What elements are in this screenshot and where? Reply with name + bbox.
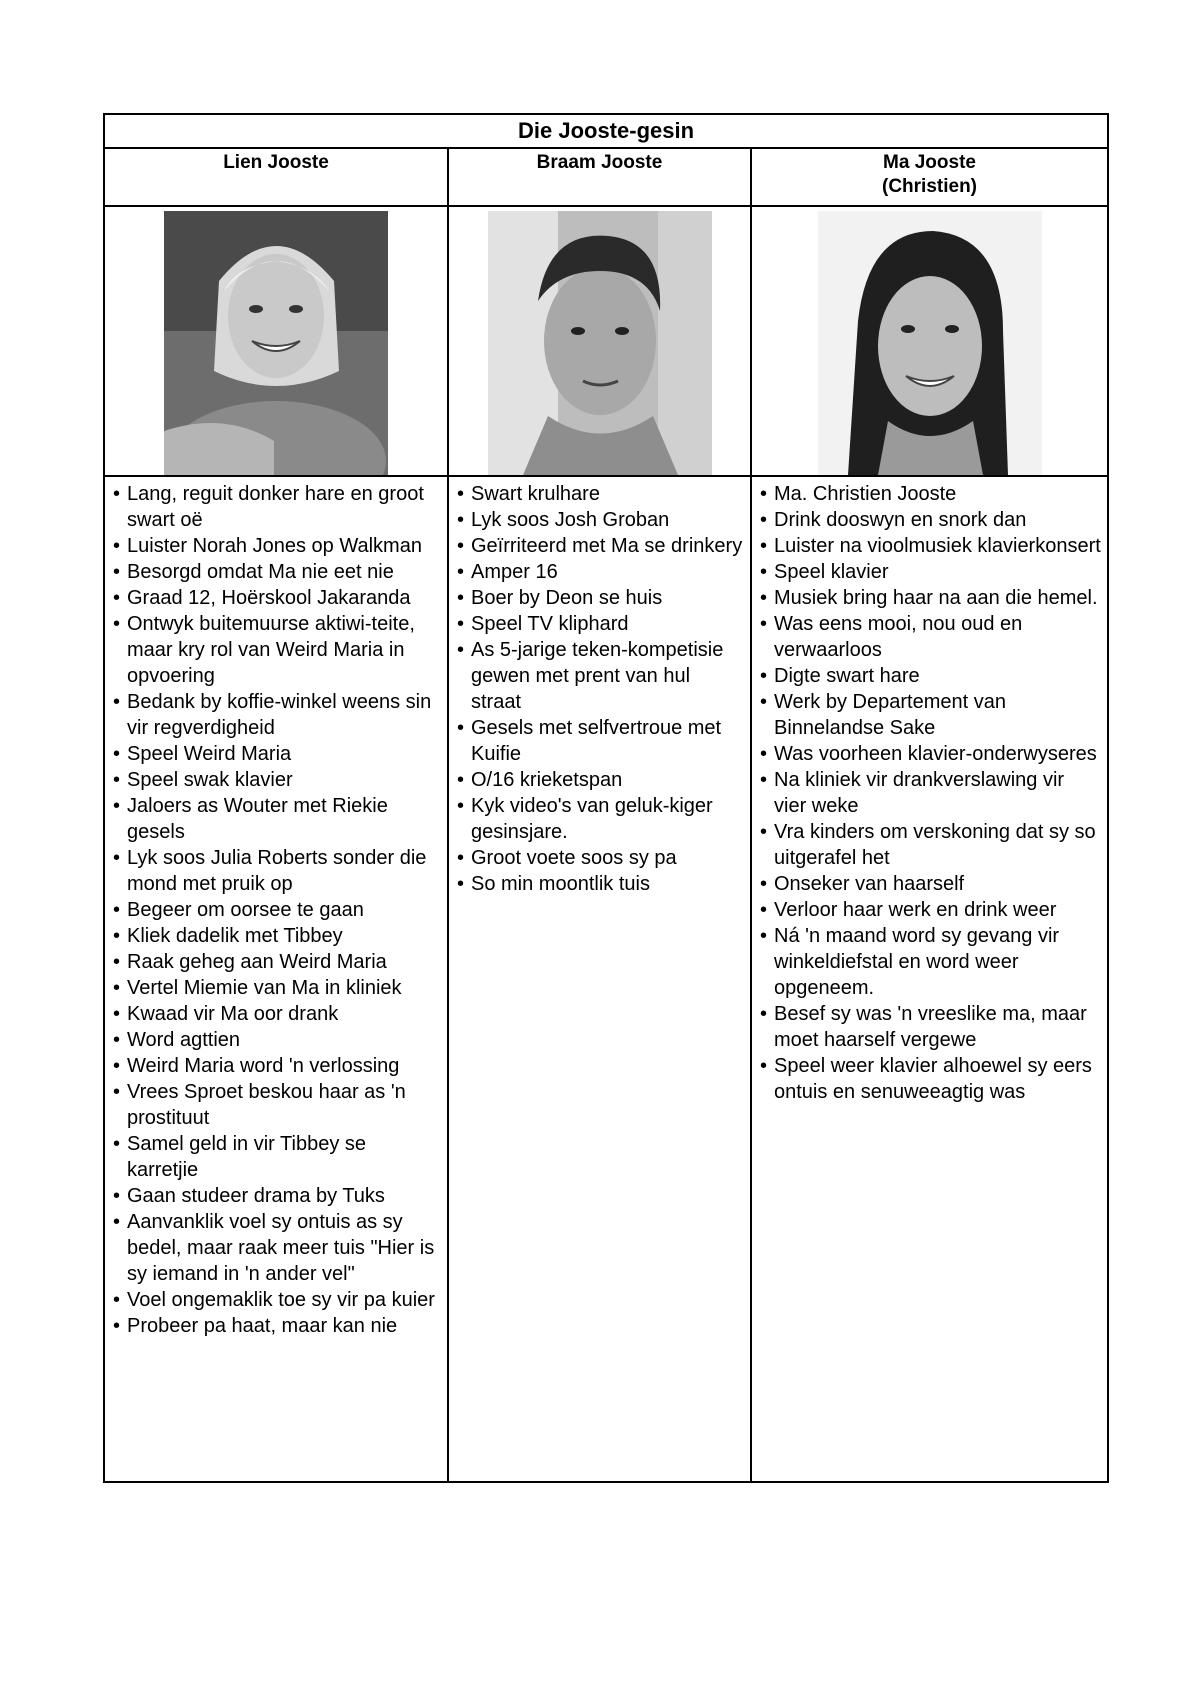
trait-item: • Speel swak klavier (113, 767, 441, 793)
trait-item: • Gesels met selfvertroue met Kuifie (457, 715, 744, 767)
trait-item: • Gaan studeer drama by Tuks (113, 1183, 441, 1209)
trait-item: • Was voorheen klavier-onderwyseres (760, 741, 1101, 767)
traits-list-ma (760, 481, 1101, 1105)
trait-item: • Groot voete soos sy pa (457, 845, 744, 871)
name-line-1: Ma Jooste (883, 152, 976, 173)
name-line-1: Lien Jooste (223, 152, 329, 173)
trait-item: • Werk by Departement van Binnelandse Sake (760, 689, 1101, 741)
name-header-lien (104, 148, 448, 206)
table-title: Die Jooste-gesin (104, 114, 1108, 148)
name-header-ma (751, 148, 1108, 206)
trait-item: • Kliek dadelik met Tibbey (113, 923, 441, 949)
traits-cell-braam (448, 476, 751, 1482)
trait-item: • O/16 krieketspan (457, 767, 744, 793)
traits-cell-ma (751, 476, 1108, 1482)
trait-item: • Vrees Sproet beskou haar as 'n prostituut (113, 1079, 441, 1131)
trait-item: • Ma. Christien Jooste (760, 481, 1101, 507)
trait-item: • Voel ongemaklik toe sy vir pa kuier (113, 1287, 441, 1313)
trait-item: • Kyk video's van geluk-kiger gesinsjare. (457, 793, 744, 845)
photo-cell-braam (448, 206, 751, 476)
traits-cell-lien (104, 476, 448, 1482)
trait-item: • Boer by Deon se huis (457, 585, 744, 611)
trait-item: • Onseker van haarself (760, 871, 1101, 897)
trait-item: • Samel geld in vir Tibbey se karretjie (113, 1131, 441, 1183)
trait-item: • Probeer pa haat, maar kan nie (113, 1313, 441, 1339)
trait-item: • Graad 12, Hoërskool Jakaranda (113, 585, 441, 611)
trait-item: • Speel Weird Maria (113, 741, 441, 767)
trait-item: • Swart krulhare (457, 481, 744, 507)
trait-item: • Bedank by koffie-winkel weens sin vir regverdigheid (113, 689, 441, 741)
trait-item: • Jaloers as Wouter met Riekie gesels (113, 793, 441, 845)
traits-list-braam (457, 481, 744, 897)
trait-item: • Musiek bring haar na aan die hemel. (760, 585, 1101, 611)
trait-item: • Besorgd omdat Ma nie eet nie (113, 559, 441, 585)
trait-item: • Raak geheg aan Weird Maria (113, 949, 441, 975)
trait-item: • Speel TV kliphard (457, 611, 744, 637)
trait-item: • Luister na vioolmusiek klavierkonsert (760, 533, 1101, 559)
trait-item: • Lyk soos Julia Roberts sonder die mond met pruik op (113, 845, 441, 897)
trait-item: • Lyk soos Josh Groban (457, 507, 744, 533)
family-table (103, 113, 1109, 1483)
photo-cell-lien (104, 206, 448, 476)
trait-item: • Verloor haar werk en drink weer (760, 897, 1101, 923)
braam-portrait-photo (488, 211, 712, 475)
trait-item: • Kwaad vir Ma oor drank (113, 1001, 441, 1027)
trait-item: • Drink dooswyn en snork dan (760, 507, 1101, 533)
trait-item: • Na kliniek vir drankverslawing vir vier weke (760, 767, 1101, 819)
trait-item: • So min moontlik tuis (457, 871, 744, 897)
trait-item: • Ná 'n maand word sy gevang vir winkeldiefstal en word weer opgeneem. (760, 923, 1101, 1001)
trait-item: • Amper 16 (457, 559, 744, 585)
trait-item: • Digte swart hare (760, 663, 1101, 689)
trait-item: • As 5-jarige teken-kompetisie gewen met prent van hul straat (457, 637, 744, 715)
name-header-braam (448, 148, 751, 206)
trait-item: • Lang, reguit donker hare en groot swart oë (113, 481, 441, 533)
ma-portrait-photo (818, 211, 1042, 475)
trait-item: • Vra kinders om verskoning dat sy so uitgerafel het (760, 819, 1101, 871)
trait-item: • Vertel Miemie van Ma in kliniek (113, 975, 441, 1001)
trait-item: • Weird Maria word 'n verlossing (113, 1053, 441, 1079)
trait-item: • Begeer om oorsee te gaan (113, 897, 441, 923)
photo-cell-ma (751, 206, 1108, 476)
trait-item: • Besef sy was 'n vreeslike ma, maar moet haarself vergewe (760, 1001, 1101, 1053)
trait-item: • Aanvanklik voel sy ontuis as sy bedel, maar raak meer tuis "Hier is sy iemand in 'n ander vel" (113, 1209, 441, 1287)
name-line-2: (Christien) (882, 176, 977, 197)
trait-item: • Ontwyk buitemuurse aktiwi-teite, maar kry rol van Weird Maria in opvoering (113, 611, 441, 689)
trait-item: • Geïrriteerd met Ma se drinkery (457, 533, 744, 559)
lien-portrait-photo (164, 211, 388, 475)
trait-item: • Word agttien (113, 1027, 441, 1053)
trait-item: • Speel weer klavier alhoewel sy eers ontuis en senuweeagtig was (760, 1053, 1101, 1105)
trait-item: • Speel klavier (760, 559, 1101, 585)
trait-item: • Was eens mooi, nou oud en verwaarloos (760, 611, 1101, 663)
traits-list-lien (113, 481, 441, 1339)
trait-item: • Luister Norah Jones op Walkman (113, 533, 441, 559)
name-line-1: Braam Jooste (536, 152, 663, 173)
